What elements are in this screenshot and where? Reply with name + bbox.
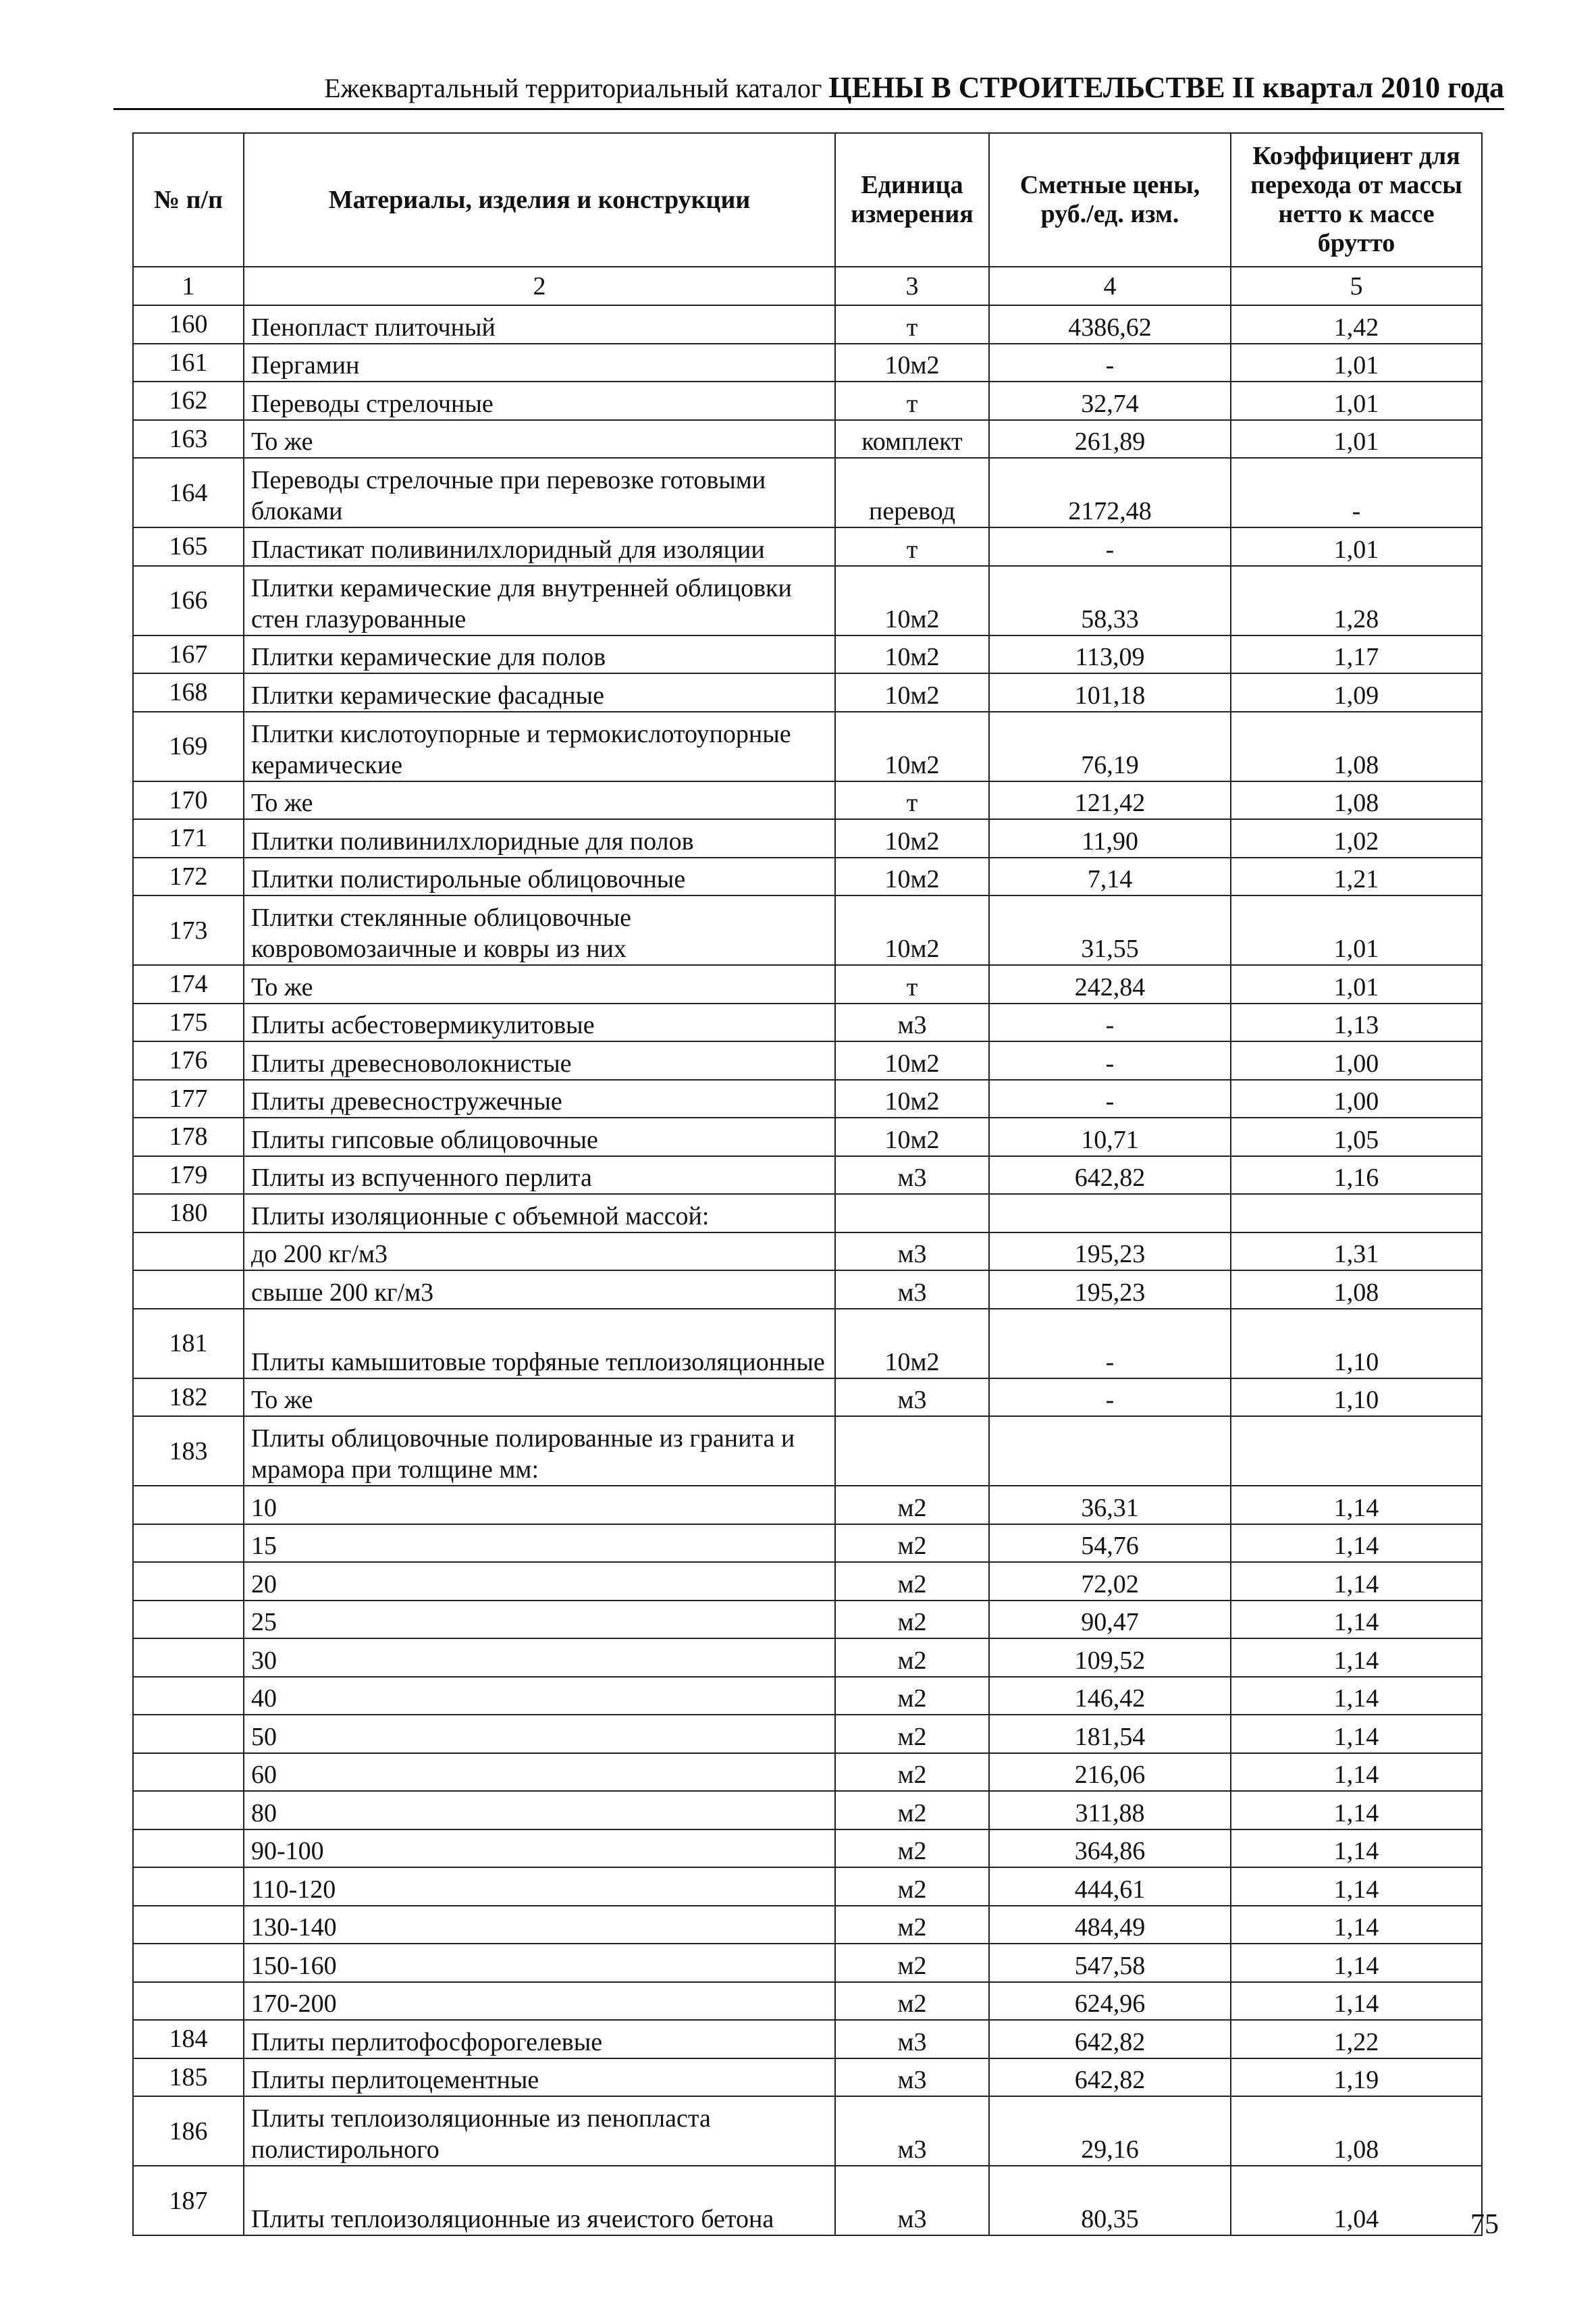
cell-name: 30	[244, 1638, 835, 1677]
cell-num	[133, 1906, 244, 1944]
cell-unit: 10м2	[835, 819, 989, 858]
cell-coef: 1,01	[1231, 420, 1482, 459]
cell-coef: 1,14	[1231, 1829, 1482, 1868]
table-body	[133, 305, 1482, 2235]
cell-num	[133, 1232, 244, 1271]
cell-coef: 1,13	[1231, 1004, 1482, 1042]
cell-name: 10	[244, 1486, 835, 1524]
table-row	[133, 965, 1482, 1004]
cell-name: 90-100	[244, 1829, 835, 1868]
cell-unit: м2	[835, 1791, 989, 1829]
col-number: 3	[835, 267, 989, 305]
table-row	[133, 1944, 1482, 1982]
cell-unit: 10м2	[835, 858, 989, 896]
col-title-unit: Единица измерения	[835, 133, 989, 267]
cell-price	[989, 1416, 1231, 1486]
cell-name: 80	[244, 1791, 835, 1829]
col-number: 5	[1231, 267, 1482, 305]
cell-num	[133, 1677, 244, 1715]
cell-num	[133, 1486, 244, 1524]
cell-coef: 1,28	[1231, 566, 1482, 635]
cell-unit: т	[835, 965, 989, 1004]
cell-name: Плиты теплоизоляционные из ячеистого бетона	[244, 2166, 835, 2235]
cell-num: 181	[133, 1309, 244, 1378]
table-row	[133, 1906, 1482, 1944]
cell-name: 110-120	[244, 1867, 835, 1906]
cell-num: 186	[133, 2096, 244, 2166]
cell-coef: 1,05	[1231, 1118, 1482, 1156]
table-row	[133, 1194, 1482, 1232]
cell-coef: 1,31	[1231, 1232, 1482, 1271]
cell-unit: м2	[835, 1944, 989, 1982]
cell-name: 150-160	[244, 1944, 835, 1982]
table-row	[133, 1791, 1482, 1829]
cell-name: Плитки керамические для полов	[244, 635, 835, 674]
cell-num	[133, 1270, 244, 1309]
cell-coef: 1,14	[1231, 1753, 1482, 1792]
cell-name: Пластикат поливинилхлоридный для изоляции	[244, 527, 835, 566]
table-row	[133, 1378, 1482, 1417]
cell-price: 642,82	[989, 1156, 1231, 1195]
cell-coef: 1,14	[1231, 1677, 1482, 1715]
table-row	[133, 1004, 1482, 1042]
cell-unit: 10м2	[835, 1309, 989, 1378]
cell-unit: 10м2	[835, 673, 989, 712]
col-number: 1	[133, 267, 244, 305]
cell-name: Переводы стрелочные при перевозке готовыми блоками	[244, 458, 835, 527]
table-row	[133, 1638, 1482, 1677]
cell-price: -	[989, 1004, 1231, 1042]
cell-unit: т	[835, 527, 989, 566]
cell-name: Пенопласт плиточный	[244, 305, 835, 344]
cell-coef: 1,00	[1231, 1041, 1482, 1080]
table-row	[133, 1156, 1482, 1195]
cell-unit: м3	[835, 2166, 989, 2235]
cell-unit: м2	[835, 1867, 989, 1906]
cell-unit: м3	[835, 1378, 989, 1417]
table-row	[133, 1309, 1482, 1378]
cell-num: 185	[133, 2058, 244, 2097]
cell-price: 7,14	[989, 858, 1231, 896]
cell-price: 242,84	[989, 965, 1231, 1004]
cell-unit: т	[835, 781, 989, 820]
cell-unit: м2	[835, 1601, 989, 1639]
cell-num: 165	[133, 527, 244, 566]
cell-price: 642,82	[989, 2058, 1231, 2097]
cell-unit: м2	[835, 1753, 989, 1792]
cell-unit: 10м2	[835, 712, 989, 781]
cell-price: 80,35	[989, 2166, 1231, 2235]
price-table	[132, 132, 1483, 2236]
cell-coef: 1,08	[1231, 1270, 1482, 1309]
cell-coef: 1,00	[1231, 1080, 1482, 1118]
cell-num	[133, 1638, 244, 1677]
cell-name: Плиты асбестовермикулитовые	[244, 1004, 835, 1042]
cell-unit: м3	[835, 1232, 989, 1271]
cell-price: -	[989, 1041, 1231, 1080]
cell-name: 20	[244, 1562, 835, 1601]
cell-price: 72,02	[989, 1562, 1231, 1601]
table-row	[133, 2020, 1482, 2058]
table-row	[133, 420, 1482, 459]
cell-num	[133, 1982, 244, 2021]
cell-unit	[835, 1416, 989, 1486]
cell-name: То же	[244, 965, 835, 1004]
cell-price: 444,61	[989, 1867, 1231, 1906]
header-rule	[113, 108, 1504, 110]
col-title-num: № п/п	[133, 133, 244, 267]
catalog-period: II квартал 2010 года	[1231, 71, 1504, 104]
cell-price: 2172,48	[989, 458, 1231, 527]
cell-coef: 1,01	[1231, 895, 1482, 965]
table-row	[133, 1562, 1482, 1601]
cell-unit: 10м2	[835, 635, 989, 674]
cell-name: Плиты перлитоцементные	[244, 2058, 835, 2097]
cell-coef: 1,14	[1231, 1906, 1482, 1944]
cell-unit: 10м2	[835, 1041, 989, 1080]
cell-num: 164	[133, 458, 244, 527]
cell-coef: 1,14	[1231, 1944, 1482, 1982]
cell-coef: 1,14	[1231, 1601, 1482, 1639]
cell-num	[133, 1753, 244, 1792]
cell-name: 170-200	[244, 1982, 835, 2021]
cell-num: 162	[133, 382, 244, 420]
cell-price: 54,76	[989, 1524, 1231, 1563]
cell-unit: м3	[835, 2020, 989, 2058]
cell-coef: -	[1231, 458, 1482, 527]
cell-num: 172	[133, 858, 244, 896]
cell-coef: 1,10	[1231, 1378, 1482, 1417]
cell-name: Переводы стрелочные	[244, 382, 835, 420]
table-row	[133, 1416, 1482, 1486]
cell-unit: м2	[835, 1638, 989, 1677]
cell-price: 216,06	[989, 1753, 1231, 1792]
cell-name: Плитки керамические для внутренней облицовки стен глазурованные	[244, 566, 835, 635]
cell-coef: 1,19	[1231, 2058, 1482, 2097]
table-row	[133, 1118, 1482, 1156]
col-title-price: Сметные цены, руб./ед. изм.	[989, 133, 1231, 267]
table-row	[133, 1753, 1482, 1792]
cell-name: То же	[244, 1378, 835, 1417]
cell-num: 187	[133, 2166, 244, 2235]
cell-price: -	[989, 1309, 1231, 1378]
cell-coef: 1,08	[1231, 712, 1482, 781]
cell-unit: м2	[835, 1906, 989, 1944]
cell-unit: 10м2	[835, 1118, 989, 1156]
table-row	[133, 1715, 1482, 1753]
cell-num	[133, 1562, 244, 1601]
cell-coef: 1,02	[1231, 819, 1482, 858]
cell-coef: 1,21	[1231, 858, 1482, 896]
table-row	[133, 344, 1482, 382]
cell-unit: 10м2	[835, 1080, 989, 1118]
cell-coef	[1231, 1416, 1482, 1486]
table-row	[133, 305, 1482, 344]
cell-num: 160	[133, 305, 244, 344]
table-row	[133, 895, 1482, 965]
cell-num	[133, 1791, 244, 1829]
cell-name: 130-140	[244, 1906, 835, 1944]
cell-unit: м2	[835, 1829, 989, 1868]
cell-coef: 1,14	[1231, 1982, 1482, 2021]
cell-price: 642,82	[989, 2020, 1231, 2058]
col-number: 2	[244, 267, 835, 305]
cell-num: 174	[133, 965, 244, 1004]
cell-price: 101,18	[989, 673, 1231, 712]
cell-unit: т	[835, 305, 989, 344]
cell-price: 90,47	[989, 1601, 1231, 1639]
table-row	[133, 2058, 1482, 2097]
cell-coef: 1,14	[1231, 1791, 1482, 1829]
cell-unit: м3	[835, 1270, 989, 1309]
cell-num	[133, 1524, 244, 1563]
cell-num: 176	[133, 1041, 244, 1080]
cell-num	[133, 1867, 244, 1906]
cell-name: Плиты из вспученного перлита	[244, 1156, 835, 1195]
cell-coef: 1,14	[1231, 1867, 1482, 1906]
cell-name: 60	[244, 1753, 835, 1792]
table-row	[133, 1677, 1482, 1715]
cell-name: Плиты камышитовые торфяные теплоизоляционные	[244, 1309, 835, 1378]
cell-price: 195,23	[989, 1270, 1231, 1309]
table-row	[133, 1829, 1482, 1868]
cell-price: 624,96	[989, 1982, 1231, 2021]
cell-price: 547,58	[989, 1944, 1231, 1982]
table-row	[133, 1041, 1482, 1080]
cell-num	[133, 1601, 244, 1639]
cell-name: Плиты древесноволокнистые	[244, 1041, 835, 1080]
cell-name: Плитки стеклянные облицовочные ковровомозаичные и ковры из них	[244, 895, 835, 965]
table-row	[133, 458, 1482, 527]
cell-price: 76,19	[989, 712, 1231, 781]
cell-num: 183	[133, 1416, 244, 1486]
cell-price: 31,55	[989, 895, 1231, 965]
cell-num: 175	[133, 1004, 244, 1042]
cell-name: 50	[244, 1715, 835, 1753]
cell-price: -	[989, 1378, 1231, 1417]
cell-coef: 1,01	[1231, 382, 1482, 420]
cell-unit: м3	[835, 2058, 989, 2097]
table-row	[133, 635, 1482, 674]
column-numbers-row	[133, 267, 1482, 305]
cell-coef: 1,01	[1231, 344, 1482, 382]
table-row	[133, 858, 1482, 896]
cell-price	[989, 1194, 1231, 1232]
cell-price: 364,86	[989, 1829, 1231, 1868]
table-row	[133, 1270, 1482, 1309]
cell-num: 173	[133, 895, 244, 965]
cell-coef: 1,14	[1231, 1524, 1482, 1563]
column-titles-row	[133, 133, 1482, 267]
table-row	[133, 1232, 1482, 1271]
cell-price: 181,54	[989, 1715, 1231, 1753]
cell-coef: 1,08	[1231, 781, 1482, 820]
cell-name: Плиты гипсовые облицовочные	[244, 1118, 835, 1156]
cell-unit: м2	[835, 1524, 989, 1563]
cell-num: 168	[133, 673, 244, 712]
cell-name: свыше 200 кг/м3	[244, 1270, 835, 1309]
table-row	[133, 712, 1482, 781]
cell-name: 15	[244, 1524, 835, 1563]
catalog-label: Ежеквартальный территориальный каталог	[324, 73, 822, 103]
cell-price: 4386,62	[989, 305, 1231, 344]
cell-coef: 1,10	[1231, 1309, 1482, 1378]
table-row	[133, 1982, 1482, 2021]
cell-num	[133, 1944, 244, 1982]
cell-name: Плиты древесностружечные	[244, 1080, 835, 1118]
table-row	[133, 1601, 1482, 1639]
col-title-name: Материалы, изделия и конструкции	[244, 133, 835, 267]
cell-num: 177	[133, 1080, 244, 1118]
cell-unit: м3	[835, 2096, 989, 2166]
cell-name: Плиты изоляционные с объемной массой:	[244, 1194, 835, 1232]
cell-price: 29,16	[989, 2096, 1231, 2166]
cell-price: 58,33	[989, 566, 1231, 635]
table-row	[133, 566, 1482, 635]
cell-unit: м2	[835, 1562, 989, 1601]
cell-num: 171	[133, 819, 244, 858]
cell-name: Плитки полистирольные облицовочные	[244, 858, 835, 896]
cell-unit: перевод	[835, 458, 989, 527]
cell-num: 180	[133, 1194, 244, 1232]
cell-name: до 200 кг/м3	[244, 1232, 835, 1271]
cell-price: 261,89	[989, 420, 1231, 459]
cell-coef: 1,14	[1231, 1638, 1482, 1677]
cell-coef: 1,16	[1231, 1156, 1482, 1195]
cell-num: 161	[133, 344, 244, 382]
cell-price: -	[989, 344, 1231, 382]
cell-unit: комплект	[835, 420, 989, 459]
cell-unit: 10м2	[835, 566, 989, 635]
cell-unit: 10м2	[835, 344, 989, 382]
cell-num: 182	[133, 1378, 244, 1417]
cell-name: Плитки поливинилхлоридные для полов	[244, 819, 835, 858]
cell-num	[133, 1829, 244, 1868]
table-row	[133, 527, 1482, 566]
table-row	[133, 673, 1482, 712]
cell-num: 170	[133, 781, 244, 820]
cell-price: 109,52	[989, 1638, 1231, 1677]
cell-name: Плиты перлитофосфорогелевые	[244, 2020, 835, 2058]
cell-num: 179	[133, 1156, 244, 1195]
cell-name: Плитки кислотоупорные и термокислотоупорные керамические	[244, 712, 835, 781]
cell-unit: т	[835, 382, 989, 420]
cell-price: 32,74	[989, 382, 1231, 420]
cell-coef: 1,04	[1231, 2166, 1482, 2235]
cell-num: 167	[133, 635, 244, 674]
cell-name: То же	[244, 781, 835, 820]
cell-price: 484,49	[989, 1906, 1231, 1944]
cell-name: То же	[244, 420, 835, 459]
cell-price: 146,42	[989, 1677, 1231, 1715]
cell-coef: 1,09	[1231, 673, 1482, 712]
cell-num	[133, 1715, 244, 1753]
cell-coef: 1,42	[1231, 305, 1482, 344]
cell-price: -	[989, 527, 1231, 566]
cell-unit: м2	[835, 1677, 989, 1715]
cell-num: 184	[133, 2020, 244, 2058]
cell-coef: 1,17	[1231, 635, 1482, 674]
cell-name: 25	[244, 1601, 835, 1639]
cell-coef: 1,01	[1231, 527, 1482, 566]
page-header	[113, 68, 1504, 108]
cell-price: 121,42	[989, 781, 1231, 820]
cell-name: Плиты теплоизоляционные из пенопласта полистирольного	[244, 2096, 835, 2166]
cell-unit: м2	[835, 1982, 989, 2021]
cell-num: 178	[133, 1118, 244, 1156]
col-title-coef: Коэффициент для перехода от массы нетто к массе брутто	[1231, 133, 1482, 267]
cell-unit: м3	[835, 1004, 989, 1042]
cell-coef: 1,14	[1231, 1486, 1482, 1524]
table-row	[133, 1486, 1482, 1524]
cell-unit: м2	[835, 1715, 989, 1753]
cell-unit	[835, 1194, 989, 1232]
cell-name: Плиты облицовочные полированные из гранита и мрамора при толщине мм:	[244, 1416, 835, 1486]
cell-unit: м3	[835, 1156, 989, 1195]
cell-coef: 1,14	[1231, 1562, 1482, 1601]
cell-coef: 1,01	[1231, 965, 1482, 1004]
cell-price: 311,88	[989, 1791, 1231, 1829]
cell-price: 36,31	[989, 1486, 1231, 1524]
cell-name: Плитки керамические фасадные	[244, 673, 835, 712]
table-row	[133, 1524, 1482, 1563]
table-row	[133, 2166, 1482, 2235]
cell-coef	[1231, 1194, 1482, 1232]
catalog-title: ЦЕНЫ В СТРОИТЕЛЬСТВЕ	[828, 71, 1225, 104]
table-row	[133, 781, 1482, 820]
col-number: 4	[989, 267, 1231, 305]
table-row	[133, 819, 1482, 858]
cell-price: 195,23	[989, 1232, 1231, 1271]
table-row	[133, 1080, 1482, 1118]
cell-price: 11,90	[989, 819, 1231, 858]
table-row	[133, 382, 1482, 420]
cell-unit: м2	[835, 1486, 989, 1524]
table-header	[133, 133, 1482, 305]
cell-num: 169	[133, 712, 244, 781]
table-row	[133, 1867, 1482, 1906]
cell-num: 163	[133, 420, 244, 459]
cell-num: 166	[133, 566, 244, 635]
cell-price: 10,71	[989, 1118, 1231, 1156]
table-row	[133, 2096, 1482, 2166]
cell-name: Пергамин	[244, 344, 835, 382]
cell-coef: 1,08	[1231, 2096, 1482, 2166]
cell-unit: 10м2	[835, 895, 989, 965]
cell-coef: 1,14	[1231, 1715, 1482, 1753]
cell-coef: 1,22	[1231, 2020, 1482, 2058]
cell-price: -	[989, 1080, 1231, 1118]
cell-name: 40	[244, 1677, 835, 1715]
cell-price: 113,09	[989, 635, 1231, 674]
page-number: 75	[1470, 2209, 1499, 2240]
